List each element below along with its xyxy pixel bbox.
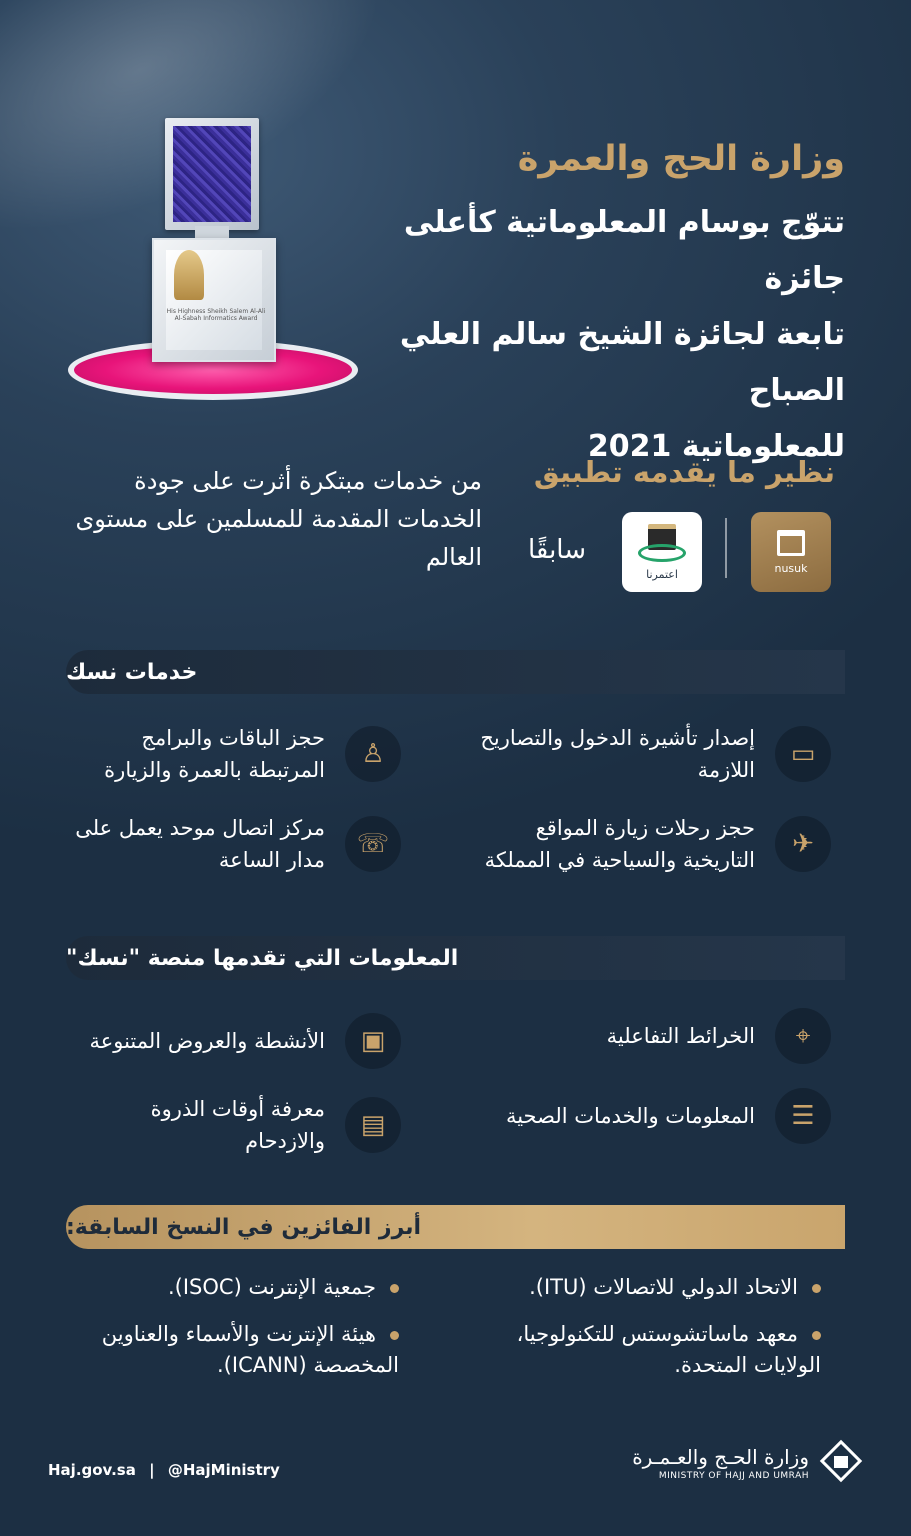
ministry-title: وزارة الحج والعمرة [517, 139, 845, 179]
divider [725, 518, 727, 578]
winner-text: الاتحاد الدولي للاتصالات (ITU). [529, 1275, 798, 1299]
services-section-header: خدمات نسك [66, 650, 845, 694]
info-text: المعلومات والخدمات الصحية [505, 1104, 755, 1128]
previously-label: سابقًا [528, 535, 587, 565]
bullet-icon [390, 1331, 399, 1340]
logo-arabic-text: وزارة الحـج والعـمـرة [632, 1445, 809, 1469]
ring-mark [638, 544, 686, 562]
service-text: مركز اتصال موحد يعمل على مدار الساعة [75, 816, 325, 872]
service-item-packages [71, 722, 401, 786]
winner-item-mit [461, 1319, 821, 1381]
award-trophy-image [68, 118, 358, 408]
footer-links [48, 1461, 280, 1479]
award-headline [325, 195, 845, 475]
social-handle-link[interactable]: @HajMinistry [167, 1461, 280, 1479]
service-text: حجز رحلات زيارة المواقع التاريخية والسياحية في المملكة [484, 816, 755, 872]
nusuk-label: nusuk [774, 561, 808, 575]
winner-text: معهد ماساتشوستس للتكنولوجيا، الولايات المتحدة. [516, 1322, 821, 1377]
award-emblem-icon [174, 250, 204, 300]
nusuk-app-logo [751, 512, 831, 592]
winner-item-isoc [79, 1272, 399, 1303]
headline-line-1: تتوّج بوسام المعلوماتية كأعلى جائزة [403, 205, 845, 296]
ministry-emblem-icon [819, 1436, 863, 1490]
info-item-activities [71, 1013, 401, 1069]
info-item-maps [461, 1008, 831, 1064]
trophy-glass-plate [165, 118, 259, 230]
winners-section-header: أبرز الفائزين في النسخ السابقة: [66, 1205, 845, 1249]
service-text: حجز الباقات والبرامج المرتبطة بالعمرة والزيارة [104, 726, 325, 782]
airplane-icon: ✈ [775, 816, 831, 872]
info-section-header: المعلومات التي تقدمها منصة "نسك" [66, 936, 845, 980]
service-text: إصدار تأشيرة الدخول والتصاريح اللازمة [480, 726, 755, 782]
info-text: معرفة أوقات الذروة والازدحام [150, 1097, 325, 1153]
winner-text: هيئة الإنترنت والأسماء والعناوين المخصصة (ICANN). [101, 1322, 399, 1377]
footer-separator: | [149, 1461, 155, 1479]
app-section-title: نظير ما يقدمه تطبيق [533, 455, 835, 489]
service-item-visa [461, 722, 831, 786]
info-text: الأنشطة والعروض المتنوعة [89, 1029, 325, 1053]
website-link[interactable]: Haj.gov.sa [48, 1461, 136, 1479]
kaaba-icon [777, 530, 805, 556]
laptop-ticket-icon: ▣ [345, 1013, 401, 1069]
winner-item-icann [79, 1319, 399, 1381]
bullet-icon [390, 1284, 399, 1293]
trophy-block [152, 238, 276, 362]
ministry-logo [632, 1436, 863, 1490]
info-item-peak-times [71, 1093, 401, 1157]
clipboard-icon: ☰ [775, 1088, 831, 1144]
visa-card-icon: ▭ [775, 726, 831, 782]
trophy-engraving: His Highness Sheikh Salem Al-Ali Al-Sabah Informatics Award [166, 308, 266, 322]
info-text: الخرائط التفاعلية [606, 1024, 755, 1048]
screen-map-icon: ▤ [345, 1097, 401, 1153]
headline-line-2: تابعة لجائزة الشيخ سالم العلي الصباح [399, 317, 845, 408]
pilgrim-icon: ♙ [345, 726, 401, 782]
itamarna-app-logo [622, 512, 702, 592]
app-description: من خدمات مبتكرة أثرت على جودة الخدمات المقدمة للمسلمين على مستوى العالم [75, 467, 482, 571]
service-item-trips [461, 812, 831, 876]
headline [325, 135, 845, 475]
logo-english-text: MINISTRY OF HAJJ AND UMRAH [658, 1471, 809, 1481]
winner-item-itu [461, 1272, 821, 1303]
phone-24-icon: ☏ [345, 816, 401, 872]
map-pin-icon: ⌖ [775, 1008, 831, 1064]
bullet-icon [812, 1331, 821, 1340]
info-item-health [461, 1088, 831, 1144]
bullet-icon [812, 1284, 821, 1293]
itamarna-label: اعتمرنا [646, 567, 678, 581]
service-item-call-center [71, 812, 401, 876]
winner-text: جمعية الإنترنت (ISOC). [167, 1275, 376, 1299]
headline-line-3: للمعلوماتية 2021 [587, 429, 845, 464]
